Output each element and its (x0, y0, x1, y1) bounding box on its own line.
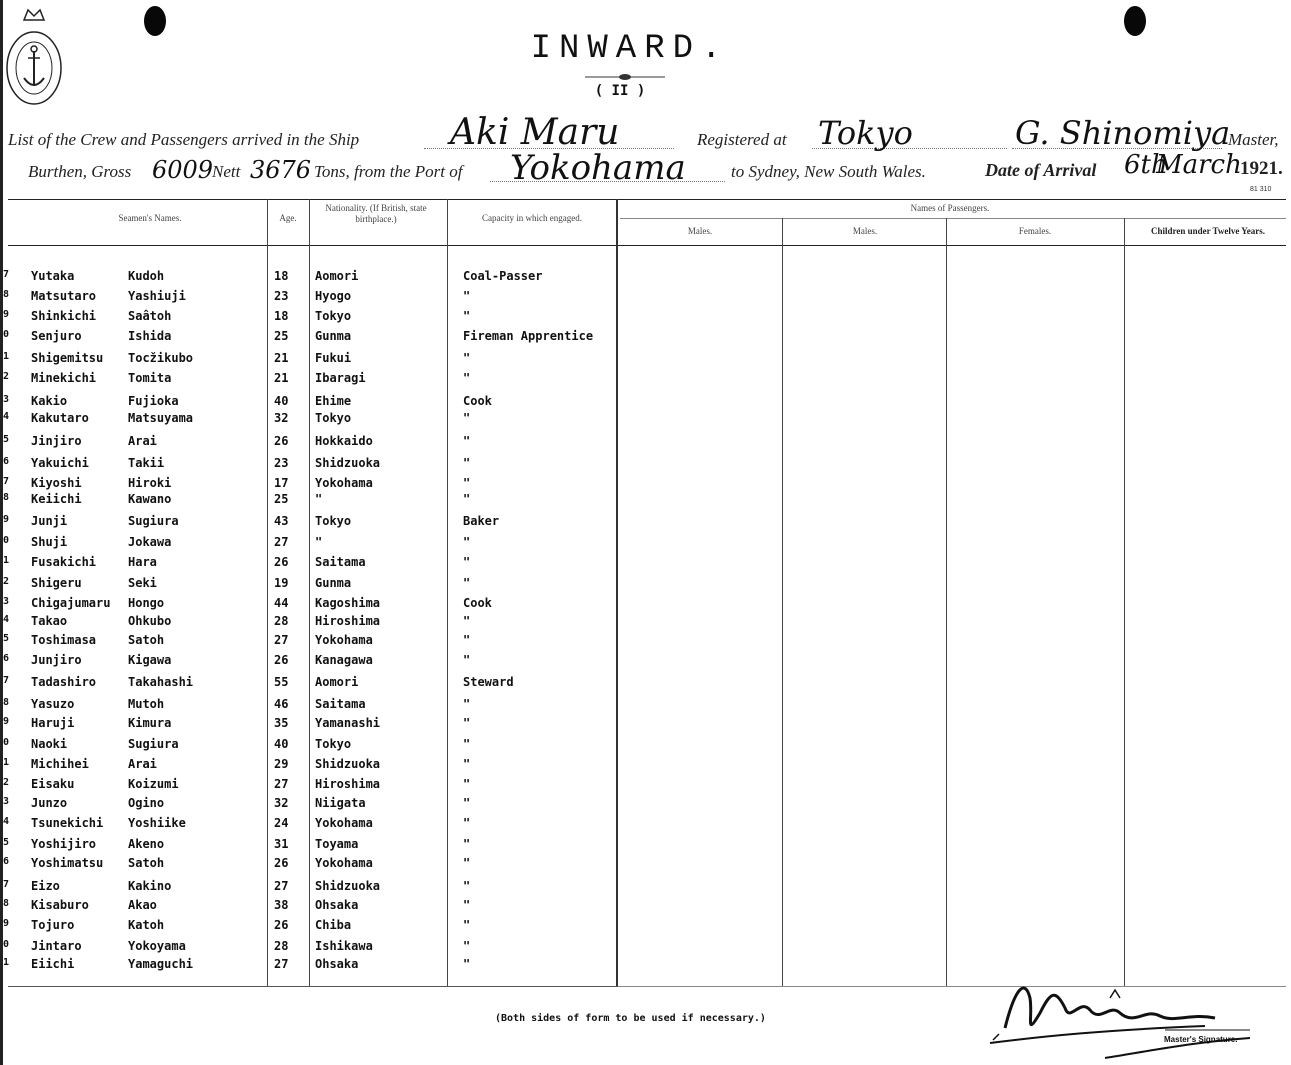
seaman-age: 18 (274, 269, 289, 283)
seaman-nationality: Gunma (315, 329, 352, 343)
seaman-last-name: Ishida (128, 329, 172, 343)
row-number: 7 (3, 675, 10, 686)
arrival-label: Date of Arrival (985, 160, 1097, 180)
seaman-capacity: " (463, 918, 471, 932)
seaman-last-name: Arai (128, 434, 157, 448)
seaman-first-name: Junji (31, 514, 68, 528)
col-header-name: Seamen's Names. (118, 213, 182, 223)
seaman-capacity: " (463, 456, 471, 470)
row-number: 8 (3, 492, 10, 503)
seaman-capacity: " (463, 633, 471, 647)
seaman-capacity: Fireman Apprentice (463, 329, 594, 343)
seaman-last-name: Takahashi (128, 675, 194, 689)
col-divider (447, 199, 448, 986)
row-number: 8 (3, 289, 10, 300)
seaman-last-name: Sugiura (128, 514, 179, 528)
seaman-nationality: Shidzuoka (315, 879, 381, 893)
master-signature-icon (985, 968, 1255, 1063)
seaman-last-name: Kakino (128, 879, 172, 893)
seaman-nationality: Tokyo (315, 737, 352, 751)
seaman-capacity: " (463, 939, 471, 953)
seaman-nationality: Fukui (315, 351, 352, 365)
row-number: 1 (3, 351, 10, 362)
seaman-nationality: Toyama (315, 837, 359, 851)
row-number: 9 (3, 514, 10, 525)
seaman-capacity: " (463, 898, 471, 912)
table-bottom-rule (8, 986, 618, 987)
destination-label: to Sydney, New South Wales. (731, 162, 926, 181)
seaman-nationality: Yokohama (315, 633, 373, 647)
row-number: 1 (3, 757, 10, 768)
arrival-day: 6th (1124, 150, 1168, 180)
seaman-age: 32 (274, 796, 289, 810)
seaman-first-name: Yoshimatsu (31, 856, 104, 870)
seaman-first-name: Matsutaro (31, 289, 97, 303)
seaman-nationality: Yamanashi (315, 716, 381, 730)
gross-tonnage: 6009 (152, 156, 214, 184)
seaman-last-name: Hiroki (128, 476, 172, 490)
punch-hole (144, 6, 166, 36)
master-name: G. Shinomiya (1015, 114, 1231, 152)
footer-note: (Both sides of form to be used if necessary.) (495, 1013, 766, 1024)
seaman-nationality: Yokohama (315, 856, 373, 870)
seaman-age: 43 (274, 514, 289, 528)
seaman-last-name: Hongo (128, 596, 165, 610)
seaman-capacity: " (463, 614, 471, 628)
seaman-last-name: Arai (128, 757, 157, 771)
seaman-first-name: Shigeru (31, 576, 82, 590)
row-number: 4 (3, 816, 10, 827)
col-header-children: Children under Twelve Years. (1150, 226, 1265, 236)
seaman-first-name: Eizo (31, 879, 60, 893)
row-number: 6 (3, 856, 10, 867)
seaman-nationality: Yokohama (315, 476, 373, 490)
seaman-nationality: Kanagawa (315, 653, 373, 667)
seaman-first-name: Senjuro (31, 329, 82, 343)
seaman-first-name: Yoshijiro (31, 837, 97, 851)
title-ornament (585, 72, 665, 82)
seaman-first-name: Tsunekichi (31, 816, 104, 830)
seaman-nationality: " (315, 535, 323, 549)
col-divider (309, 199, 310, 986)
row-number: 3 (3, 596, 10, 607)
seaman-age: 35 (274, 716, 289, 730)
seaman-capacity: Cook (463, 394, 492, 408)
row-number: 5 (3, 434, 10, 445)
row-number: 1 (3, 555, 10, 566)
row-number: 2 (3, 371, 10, 382)
seaman-first-name: Kisaburo (31, 898, 89, 912)
row-number: 7 (3, 269, 10, 280)
col-header-males-2: Males. (852, 226, 878, 236)
seaman-first-name: Jintaro (31, 939, 82, 953)
seaman-capacity: " (463, 555, 471, 569)
seaman-first-name: Jinjiro (31, 434, 82, 448)
row-number: 8 (3, 697, 10, 708)
row-number: 9 (3, 309, 10, 320)
seaman-first-name: Eisaku (31, 777, 75, 791)
seaman-nationality: Saitama (315, 697, 366, 711)
seaman-first-name: Junjiro (31, 653, 82, 667)
seaman-first-name: Yutaka (31, 269, 75, 283)
seaman-first-name: Michihei (31, 757, 89, 771)
seaman-capacity: " (463, 777, 471, 791)
seaman-first-name: Naoki (31, 737, 68, 751)
seaman-nationality: Chiba (315, 918, 352, 932)
seaman-last-name: Kimura (128, 716, 172, 730)
row-number: 1 (3, 957, 10, 968)
seaman-age: 24 (274, 816, 289, 830)
seaman-last-name: Tomita (128, 371, 172, 385)
master-label: Master, (1228, 130, 1279, 149)
table-header-rule (8, 245, 1286, 246)
seaman-age: 55 (274, 675, 289, 689)
seaman-capacity: " (463, 716, 471, 730)
seaman-age: 26 (274, 653, 289, 667)
seaman-capacity: " (463, 737, 471, 751)
seaman-age: 29 (274, 757, 289, 771)
seaman-last-name: Kawano (128, 492, 172, 506)
seaman-capacity: " (463, 653, 471, 667)
registered-label: Registered at (697, 130, 787, 149)
seaman-last-name: Ogino (128, 796, 165, 810)
seaman-nationality: Ishikawa (315, 939, 373, 953)
seaman-capacity: " (463, 816, 471, 830)
seaman-nationality: Ohsaka (315, 957, 359, 971)
col-divider (267, 199, 268, 986)
seaman-first-name: Eiichi (31, 957, 75, 971)
seaman-first-name: Haruji (31, 716, 75, 730)
seaman-first-name: Kakutaro (31, 411, 89, 425)
seaman-capacity: " (463, 289, 471, 303)
tons-label: Tons, from the Port of (314, 162, 463, 181)
row-number: 6 (3, 456, 10, 467)
seaman-age: 44 (274, 596, 289, 610)
seaman-last-name: Hara (128, 555, 157, 569)
seaman-first-name: Keiichi (31, 492, 82, 506)
row-number: 4 (3, 614, 10, 625)
col-divider (616, 199, 618, 986)
seaman-first-name: Yasuzo (31, 697, 75, 711)
seaman-capacity: " (463, 576, 471, 590)
col-header-capacity: Capacity in which engaged. (482, 213, 582, 223)
seaman-last-name: Yokoyama (128, 939, 186, 953)
seaman-last-name: Akao (128, 898, 157, 912)
row-number: 2 (3, 777, 10, 788)
form-title: INWARD. (530, 30, 730, 68)
seaman-capacity: " (463, 757, 471, 771)
seaman-nationality: Shidzuoka (315, 757, 381, 771)
list-prefix-label: List of the Crew and Passengers arrived in the Ship (8, 130, 360, 149)
seaman-last-name: Mutoh (128, 697, 165, 711)
seaman-last-name: Fujioka (128, 394, 179, 408)
seaman-nationality: Tokyo (315, 411, 352, 425)
seaman-nationality: Shidzuoka (315, 456, 381, 470)
row-number: 0 (3, 535, 10, 546)
master-signature-caption: Master's Signature. (1164, 1035, 1238, 1044)
seaman-nationality: Ohsaka (315, 898, 359, 912)
seaman-capacity: Steward (463, 675, 514, 689)
seaman-last-name: Kudoh (128, 269, 165, 283)
seaman-last-name: Satoh (128, 633, 165, 647)
seaman-last-name: Takii (128, 456, 165, 470)
row-number: 4 (3, 411, 10, 422)
seaman-last-name: Yamaguchi (128, 957, 194, 971)
seaman-nationality: Aomori (315, 269, 359, 283)
seaman-nationality: Kagoshima (315, 596, 381, 610)
row-number: 3 (3, 796, 10, 807)
seaman-nationality: Tokyo (315, 309, 352, 323)
seaman-capacity: " (463, 796, 471, 810)
seaman-capacity: " (463, 697, 471, 711)
seaman-age: 28 (274, 614, 289, 628)
department-seal-icon (4, 6, 64, 106)
seaman-first-name: Kiyoshi (31, 476, 82, 490)
seaman-age: 32 (274, 411, 289, 425)
col-header-passengers: Names of Passengers. (910, 203, 990, 213)
seaman-nationality: Aomori (315, 675, 359, 689)
seaman-capacity: " (463, 492, 471, 506)
seaman-capacity: " (463, 351, 471, 365)
seaman-age: 27 (274, 633, 289, 647)
seaman-capacity: Coal-Passer (463, 269, 543, 283)
seaman-age: 40 (274, 394, 289, 408)
seaman-first-name: Shinkichi (31, 309, 97, 323)
arrival-year: 1921. (1240, 158, 1283, 179)
seaman-last-name: Matsuyama (128, 411, 194, 425)
seaman-last-name: Kigawa (128, 653, 172, 667)
row-number: 2 (3, 576, 10, 587)
nett-tonnage: 3676 (250, 156, 312, 184)
seaman-nationality: Ehime (315, 394, 352, 408)
form-code: 81 310 (1250, 186, 1272, 193)
seaman-age: 46 (274, 697, 289, 711)
seaman-capacity: Cook (463, 596, 492, 610)
seaman-age: 26 (274, 434, 289, 448)
seaman-nationality: Tokyo (315, 514, 352, 528)
seaman-age: 23 (274, 289, 289, 303)
seaman-first-name: Takao (31, 614, 68, 628)
seaman-age: 38 (274, 898, 289, 912)
seaman-age: 26 (274, 918, 289, 932)
row-number: 9 (3, 716, 10, 727)
seaman-age: 25 (274, 329, 289, 343)
row-number: 7 (3, 879, 10, 890)
form-number: ( II ) (594, 83, 646, 99)
seaman-last-name: Sugiura (128, 737, 179, 751)
seaman-first-name: Tojuro (31, 918, 75, 932)
seaman-first-name: Minekichi (31, 371, 97, 385)
seaman-last-name: Yashiuji (128, 289, 186, 303)
seaman-capacity: " (463, 837, 471, 851)
seaman-nationality: Ibaragi (315, 371, 366, 385)
seaman-age: 27 (274, 957, 289, 971)
col-header-age: Age. (279, 213, 297, 223)
nett-label: Nett (212, 162, 241, 181)
seaman-age: 21 (274, 351, 289, 365)
seaman-capacity: Baker (463, 514, 500, 528)
table-top-rule (8, 199, 1286, 200)
col-divider (946, 218, 947, 986)
from-port: Yokohama (510, 148, 686, 188)
seaman-age: 25 (274, 492, 289, 506)
seaman-nationality: Gunma (315, 576, 352, 590)
seaman-nationality: Hyogo (315, 289, 352, 303)
seaman-capacity: " (463, 309, 471, 323)
seaman-last-name: Yoshiike (128, 816, 186, 830)
seaman-last-name: Katoh (128, 918, 165, 932)
seaman-first-name: Shigemitsu (31, 351, 104, 365)
seaman-age: 23 (274, 456, 289, 470)
seaman-first-name: Shuji (31, 535, 68, 549)
row-number: 5 (3, 837, 10, 848)
seaman-first-name: Chigajumaru (31, 596, 111, 610)
seaman-capacity: " (463, 411, 471, 425)
burthen-label: Burthen, Gross (28, 162, 132, 181)
seaman-last-name: Koizumi (128, 777, 179, 791)
registered-port: Tokyo (818, 114, 913, 152)
row-number: 0 (3, 329, 10, 340)
passenger-subrule (620, 218, 1286, 219)
row-number: 5 (3, 633, 10, 644)
seaman-last-name: Satoh (128, 856, 165, 870)
seaman-nationality: Yokohama (315, 816, 373, 830)
seaman-age: 28 (274, 939, 289, 953)
row-number: 0 (3, 737, 10, 748)
seaman-first-name: Kakio (31, 394, 68, 408)
ship-name: Aki Maru (450, 112, 620, 153)
seaman-age: 26 (274, 555, 289, 569)
seaman-first-name: Yakuichi (31, 456, 89, 470)
seaman-last-name: Jokawa (128, 535, 172, 549)
row-number: 7 (3, 476, 10, 487)
seaman-capacity: " (463, 535, 471, 549)
seaman-last-name: Seki (128, 576, 157, 590)
seaman-age: 27 (274, 777, 289, 791)
seaman-age: 27 (274, 879, 289, 893)
seaman-nationality: Hokkaido (315, 434, 373, 448)
row-number: 6 (3, 653, 10, 664)
row-number: 9 (3, 918, 10, 929)
seaman-capacity: " (463, 856, 471, 870)
seaman-first-name: Junzo (31, 796, 68, 810)
col-header-males-1: Males. (687, 226, 713, 236)
seaman-last-name: Ohkubo (128, 614, 172, 628)
seaman-nationality: Hiroshima (315, 777, 381, 791)
seaman-first-name: Toshimasa (31, 633, 97, 647)
seaman-capacity: " (463, 476, 471, 490)
seaman-last-name: Akeno (128, 837, 165, 851)
arrival-month: March (1156, 150, 1242, 180)
seaman-first-name: Fusakichi (31, 555, 97, 569)
seaman-capacity: " (463, 434, 471, 448)
seaman-last-name: Tocžikubo (128, 351, 194, 365)
seaman-age: 17 (274, 476, 289, 490)
seaman-capacity: " (463, 957, 471, 971)
seaman-capacity: " (463, 371, 471, 385)
seaman-nationality: " (315, 492, 323, 506)
seaman-capacity: " (463, 879, 471, 893)
punch-hole (1124, 6, 1146, 36)
col-header-nationality: Nationality. (If British, state birthplace.) (325, 203, 427, 224)
col-divider (1124, 218, 1125, 986)
col-header-females: Females. (1018, 226, 1052, 236)
seaman-age: 26 (274, 856, 289, 870)
row-number: 8 (3, 898, 10, 909)
seaman-age: 19 (274, 576, 289, 590)
seaman-age: 27 (274, 535, 289, 549)
seaman-age: 40 (274, 737, 289, 751)
seaman-last-name: Saâtoh (128, 309, 172, 323)
seaman-age: 18 (274, 309, 289, 323)
seaman-age: 21 (274, 371, 289, 385)
row-number: 0 (3, 939, 10, 950)
seaman-nationality: Hiroshima (315, 614, 381, 628)
seaman-first-name: Tadashiro (31, 675, 97, 689)
seaman-nationality: Niigata (315, 796, 366, 810)
row-number: 3 (3, 394, 10, 405)
seaman-nationality: Saitama (315, 555, 366, 569)
seaman-age: 31 (274, 837, 289, 851)
col-divider (782, 218, 783, 986)
